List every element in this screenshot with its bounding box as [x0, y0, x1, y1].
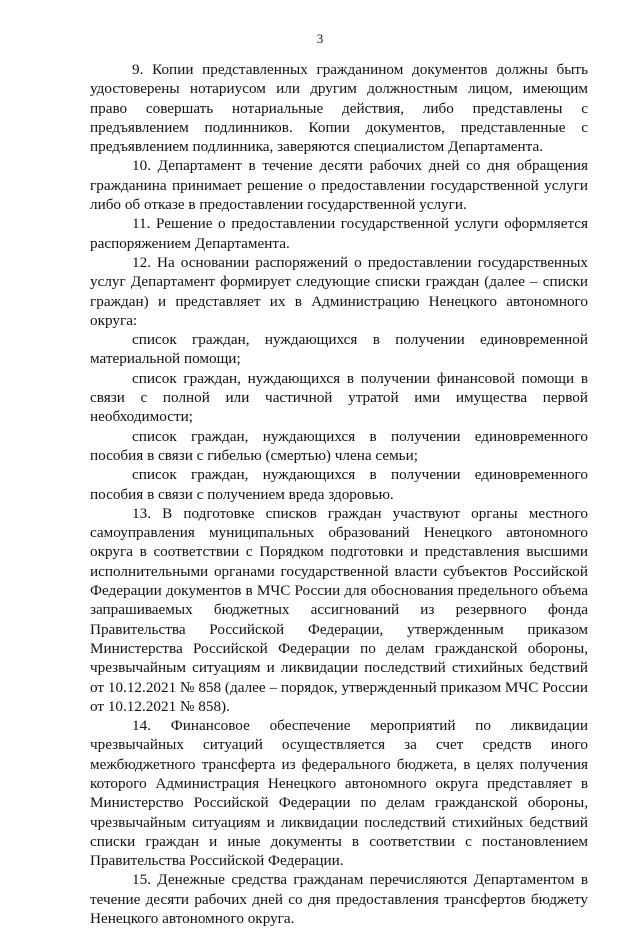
document-body [90, 60, 588, 928]
paragraph-12: 12. На основании распоряжений о предоставлении государственных услуг Департамент формирует следующие списки граждан (далее – списки граждан) и представляет их в Администрацию Ненецкого автономного округа: [90, 253, 588, 329]
paragraph-9: 9. Копии представленных гражданином документов должны быть удостоверены нотариусом или другим должностным лицом, имеющим право совершать нотариальные действия, либо представлены с предъявлением подлинников. Копии документов, представленные с предъявлением подлинника, заверяются специалистом Департамента. [90, 61, 588, 156]
paragraph-14: 14. Финансовое обеспечение мероприятий по ликвидации чрезвычайных ситуаций осуществляется за счет средств иного межбюджетного трансферта из федерального бюджета, в целях получения которого Администрация Ненецкого автономного округа представляет в Министерство Российской Федерации по делам гражданской обороны, чрезвычайным ситуациям и ликвидации последствий стихийных бедствий списки граждан и иные документы в соответствии с постановлением Правительства Российской Федерации. [90, 717, 588, 870]
paragraph-13: 13. В подготовке списков граждан участвуют органы местного самоуправления муниципальных образований Ненецкого автономного округа в соответствии с Порядком подготовки и представления высшими исполнительными органами государственной власти субъектов Российской Федерации документов в МЧС России для обоснования предельного объема запрашиваемых бюджетных ассигнований из резервного фонда Правительства Российской Федерации, утвержденным приказом Министерства Российской Федерации по делам гражданской обороны, чрезвычайным ситуациям и ликвидации последствий стихийных бедствий от 10.12.2021 № 858 (далее – порядок, утвержденный приказом МЧС России от 10.12.2021 № 858). [90, 504, 588, 715]
paragraph-11: 11. Решение о предоставлении государственной услуги оформляется распоряжением Департамента. [90, 215, 588, 252]
paragraph-15: 15. Денежные средства гражданам перечисляются Департаментом в течение десяти рабочих дней со дня предоставления трансфертов бюджету Ненецкого автономного округа. [90, 871, 588, 928]
list-item-financial-aid: список граждан, нуждающихся в получении финансовой помощи в связи с полной или частичной утратой ими имущества первой необходимости; [90, 369, 588, 426]
list-item-material-aid: список граждан, нуждающихся в получении единовременной материальной помощи; [90, 331, 588, 368]
page-number: 3 [316, 31, 324, 46]
list-item-injury-benefit: список граждан, нуждающихся в получении единовременного пособия в связи с получением вреда здоровью. [90, 466, 588, 503]
list-item-death-benefit: список граждан, нуждающихся в получении единовременного пособия в связи с гибелью (смертью) члена семьи; [90, 427, 588, 464]
paragraph-10: 10. Департамент в течение десяти рабочих дней со дня обращения гражданина принимает решение о предоставлении государственной услуги либо об отказе в предоставлении государственной услуги. [90, 157, 588, 214]
